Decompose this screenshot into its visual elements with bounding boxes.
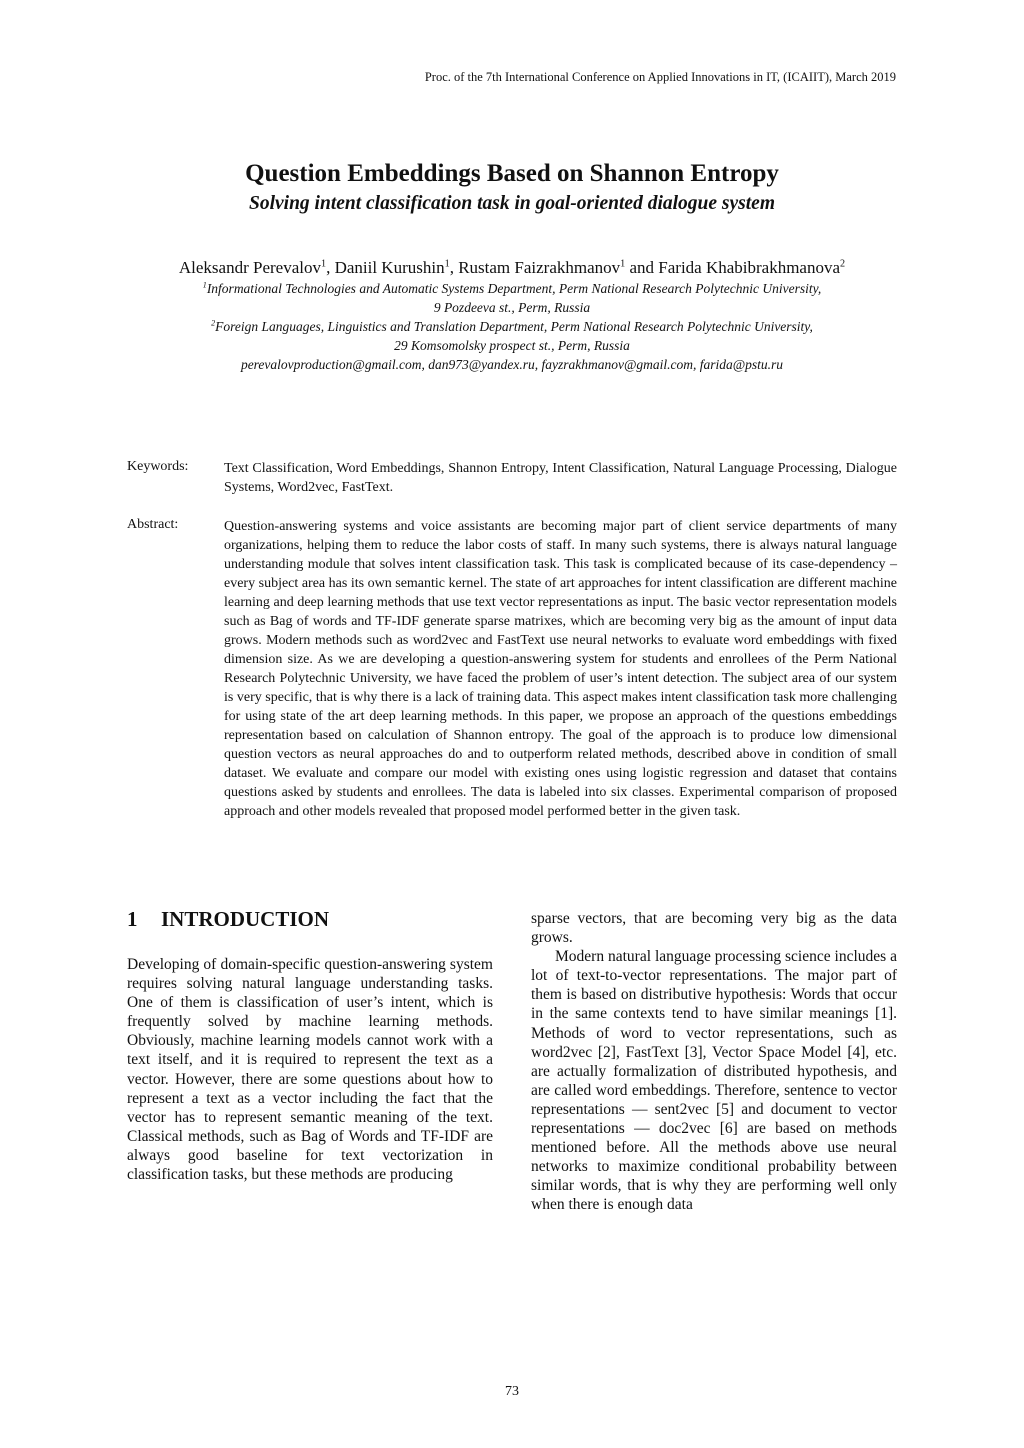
keywords-text: Text Classification, Word Embeddings, Shannon Entropy, Intent Classification, Natural Language Processing, Dialogue Systems, Word2vec, FastText.: [224, 461, 897, 495]
paragraph: Developing of domain-specific question-answering system requires solving natural language understanding tasks. One of them is classification of user’s intent, which is frequently solved by machine learning methods. Obviously, machine learning models cannot work with a text itself, and it is required to represent the text as a vector. However, there are some questions about how to represent a text as a vector including the fact that the vector has to represent semantic meaning of the text. Classical methods, such as Bag of Words and TF-IDF are always good baseline for text vectorization in classification tasks, but these methods are producing: [127, 956, 493, 1184]
page-number: 73: [505, 1384, 519, 1399]
author: Aleksandr Perevalov: [178, 258, 321, 277]
affiliation-1-line1: $^1$Informational Technologies and Automatic Systems Department, Perm National Research Polytechnic University,: [202, 280, 822, 296]
author-affil-mark: 1: [320, 258, 327, 270]
author: Rustam Faizrakhmanov: [458, 258, 621, 277]
right-column: [531, 909, 897, 1215]
author-affil-mark: 1: [620, 258, 626, 270]
author-list: Aleksandr Perevalov$^1$, Daniil Kurushin$^1$, Rustam Faizrakhmanov$^1$ and Farida Khabibrakhmanova$^2$: [178, 258, 846, 277]
running-header: Proc. of the 7th International Conference on Applied Innovations in IT, (ICAIIT), March 2019: [424, 70, 896, 84]
author-emails: perevalovproduction@gmail.com, dan973@yandex.ru, fayzrakhmanov@gmail.com, farida@pstu.ru: [240, 357, 784, 372]
abstract-label: Abstract:: [127, 517, 179, 532]
abstract-text: Question-answering systems and voice assistants are becoming major part of client service departments of many organizations, helping them to reduce the labor costs of staff. In many such systems, there is always natural language understanding module that solves intent classification task. This task is complicated because of its case-dependency – every subject area has its own semantic kernel. The state of art approaches for intent classification are different machine learning and deep learning methods that use text vector representations as input. The basic vector representation models such as Bag of words and TF-IDF generate sparse matrixes, which are becoming very big as the amount of input data grows. Modern methods such as word2vec and FastText use neural networks to evaluate word embeddings with fixed dimension size. As we are developing a question-answering system for students and enrollees of the Perm National Research Polytechnic University, we have faced the problem of user’s intent detection. The subject area of our system is very specific, that is why there is a lack of training data. This aspect makes intent classification task more challenging for using state of the art deep learning methods. In this paper, we propose an approach of the questions embeddings representation based on calculation of Shannon entropy. The goal of the approach is to produce low dimensional question vectors as neural approaches do and to outperform related methods, described above in condition of small dataset. We evaluate and compare our model with existing ones using logistic regression and dataset that contains questions asked by students and enrollees. The data is labeled into six classes. Experimental comparison of proposed approach and other models revealed that proposed model performed better in the given task.: [224, 519, 897, 819]
section-heading: [127, 907, 329, 932]
paragraph: sparse vectors, that are becoming very big as the data grows.: [531, 910, 897, 947]
affiliation-2-line1: $^2$Foreign Languages, Linguistics and Translation Department, Perm National Research Polytechnic University,: [211, 318, 813, 334]
author: Farida Khabibrakhmanova: [658, 258, 841, 277]
author-affil-mark: 2: [840, 258, 846, 270]
paragraph: Modern natural language processing science includes a lot of text-to-vector representations. The major part of them is based on distributive hypothesis: Words that occur in the same contexts tend to have similar meanings [1]. Methods of word to vector representations, such as word2vec [2], FastText [3], Vector Space Model [4], etc. are actually formalization of distributed hypothesis, and are called word embeddings. Therefore, sentence to vector representations — sent2vec [5] and document to vector representations — doc2vec [6] are based on methods mentioned before. All the methods above use neural networks to maximize conditional probability between similar words, that is why they are performing well only when there is enough data: [531, 948, 897, 1214]
paper-title: Question Embeddings Based on Shannon Entropy: [245, 160, 779, 187]
paper-subtitle: Solving intent classification task in goal-oriented dialogue system: [249, 193, 775, 214]
section-title: INTRODUCTION: [161, 907, 330, 931]
section-number: 1: [127, 907, 138, 931]
keywords-label: Keywords:: [127, 459, 189, 474]
left-column: [127, 955, 493, 1184]
affiliation-2-line2: 29 Komsomolsky prospect st., Perm, Russia: [394, 338, 630, 353]
author: Daniil Kurushin: [334, 258, 445, 277]
affiliation-1-line2: 9 Pozdeeva st., Perm, Russia: [433, 300, 591, 315]
author-affil-mark: 1: [444, 258, 450, 270]
